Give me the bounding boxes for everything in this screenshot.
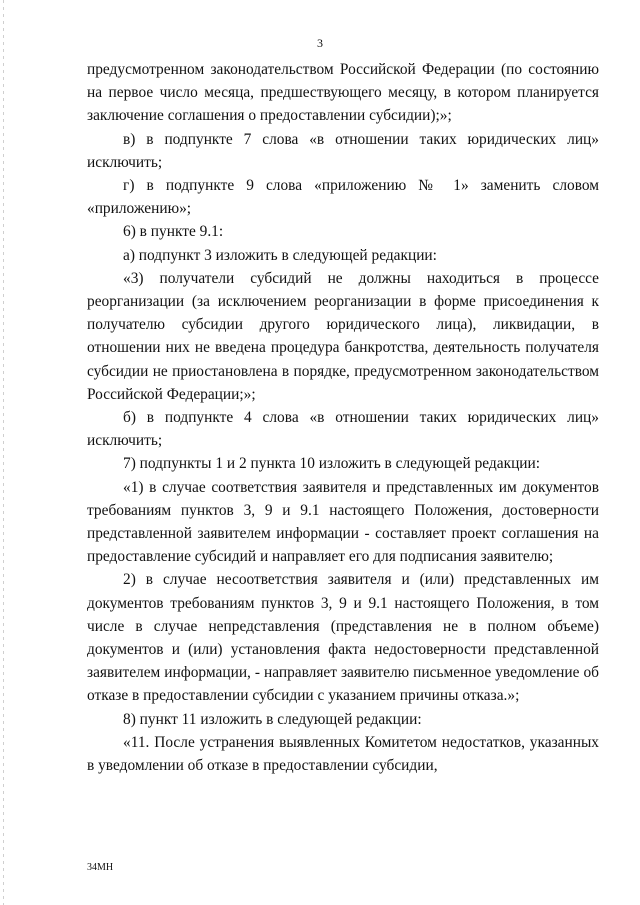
paragraph: г) в подпункте 9 слова «приложению № 1» заменить словом «приложению»; — [87, 177, 599, 218]
paragraph: «3) получатели субсидий не должны находиться в процессе реорганизации (за исключением реорганизации в форме присоединения к получателю субсидии другого юридического лица), ликвидации, в отношении них не введена процедура банкротства, деятельность получателя субсидии не приостановлена в порядке, предусмотренном законодательством Российской Федерации;»; — [87, 269, 599, 403]
document-code: 34МН — [87, 862, 114, 873]
page-number: 3 — [317, 36, 323, 50]
paragraph: б) в подпункте 4 слова «в отношении таких юридических лиц» исключить; — [87, 409, 599, 450]
paragraph: в) в подпункте 7 слова «в отношении таких юридических лиц» исключить; — [87, 130, 599, 171]
scan-edge-line — [3, 0, 4, 905]
paragraph: «1) в случае соответствия заявителя и представленных им документов требованиям пунктов 3, 9 и 9.1 настоящего Положения, достоверности представленной заявителем информации - составляет проект соглашения на предоставление субсидий и направляет его для подписания заявителю; — [87, 478, 599, 566]
document-body — [87, 58, 599, 777]
paragraph: 8) пункт 11 изложить в следующей редакции: — [123, 710, 422, 728]
paragraph: а) подпункт 3 изложить в следующей редакции: — [123, 246, 437, 264]
paragraph: 2) в случае несоответствия заявителя и (или) представленных им документов требованиям пунктов 3, 9 и 9.1 настоящего Положения, в том числе в случае непредставления (представления не в полном объеме) документов и (или) установления факта недостоверности представленной заявителем информации, - направляет заявителю письменное уведомление об отказе в предоставлении субсидии с указанием причины отказа.»; — [87, 571, 599, 705]
paragraph: «11. После устранения выявленных Комитетом недостатков, указанных в уведомлении об отказе в предоставлении субсидии, — [87, 733, 599, 775]
paragraph: предусмотренном законодательством Российской Федерации (по состоянию на первое число месяца, предшествующего месяцу, в котором планируется заключение соглашения о предоставлении субсидии);»; — [87, 61, 599, 125]
paragraph: 6) в пункте 9.1: — [123, 223, 224, 241]
paragraph: 7) подпункты 1 и 2 пункта 10 изложить в следующей редакции: — [123, 455, 541, 473]
